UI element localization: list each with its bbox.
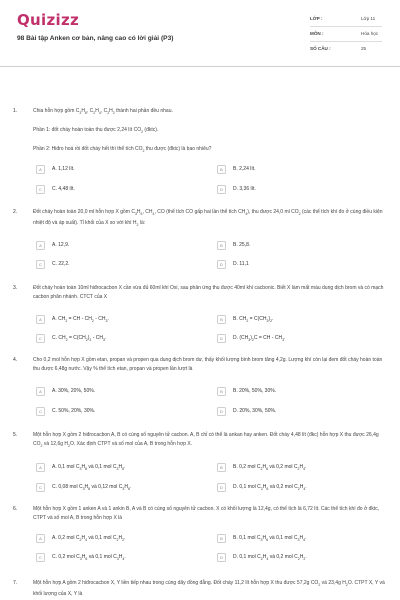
- option-text: A. 12,9.: [52, 242, 70, 248]
- meta-divider: [310, 26, 382, 27]
- document-title: 98 Bài tập Anken cơ bản, nâng cao có lời giải (P3): [17, 35, 174, 42]
- option-letter-box: C: [36, 185, 45, 194]
- option-text: B. 2,24 lít.: [233, 166, 256, 172]
- option-text: D. $(CH_3)_2C$ = CH - $CH_3$.: [233, 335, 286, 342]
- meta-value-class: Lớp 11: [361, 16, 376, 21]
- option-text: A. 0,1 mol $C_3H_8$ và 0,1 mol $C_3H_6$.: [52, 464, 126, 471]
- option-letter-box: B: [217, 463, 226, 472]
- option-letter-box: C: [36, 553, 45, 562]
- question-text: Một hỗn hợp X gồm 2 hiđrocacbon A, B có cùng số nguyên tử cacbon. A, B chỉ có thể là ankan hay anken. Đốt cháy 4,48 lít (đkc) hỗn hợp X thu được 26,4g $CO_2$ và 12,6g $H_2O$. Xác định CTPT và số mol của A, B trong hỗn hợp X.: [33, 432, 379, 448]
- meta-label-subject: MÔN :: [310, 31, 324, 36]
- option-text: D. 0,1 mol $C_2H_4$ và 0,2 mol $C_2H_2$.: [233, 554, 307, 561]
- header-divider: [0, 66, 400, 67]
- question-text: Chia hỗn hợp gồm $C_3H_6$, $C_2H_4$, $C_2H_2$ thành hai phần đều nhau.: [33, 108, 173, 115]
- meta-value-subject: Hóa học: [361, 31, 379, 36]
- option-letter-box: A: [36, 463, 45, 472]
- meta-label-class: LỚP :: [310, 16, 323, 21]
- option-text: C. $CH_2 = C(CH_2)_2 - CH_3$.: [52, 335, 107, 342]
- question-text: Một hỗn hợp X gồm 1 anken A và 1 ankin B, A và B có cùng số nguyên tử cacbon. X có khối lượng là 12,4g, có thể tích là 6,72 lít. Các thể tích khí đo ở đktc, CTPT và số mol A, B trong hỗn hợp X là: [33, 506, 380, 521]
- option-text: A. 0,2 mol $C_2H_4$ và 0,1 mol $C_2H_2$.: [52, 535, 126, 542]
- option-text: C. 22,2.: [52, 261, 70, 267]
- page-header: [0, 0, 400, 66]
- option-text: C. 0,2 mol $C_3H_6$ và 0,1 mol $C_3H_4$.: [52, 554, 126, 561]
- meta-divider: [310, 41, 382, 42]
- option-text: D. 0,1 mol $C_2H_6$ và 0,2 mol $C_2H_4$.: [233, 484, 307, 491]
- question-text: Đốt cháy hoàn toàn 10ml hiđrocacbon X cần vừa đủ 60ml khí Oxi, sau phản ứng thu được 40ml khí cacbonic. Biết X làm mất màu dung dịch brom và có mạch cacbon phân nhánh. CTCT của X: [33, 285, 384, 300]
- option-text: B. $CH_2 = C(CH_3)_2$.: [233, 316, 274, 323]
- option-letter-box: D: [217, 334, 226, 343]
- question-part: Phần 2: Hiđro hoá rồi đốt cháy hết thì thể tích $CO_2$ thu được (đktc) là bao nhiêu?: [33, 146, 212, 153]
- question-number: 4.: [13, 357, 18, 363]
- question-text: Đốt cháy hoàn toàn 20,0 ml hỗn hợp X gồm $C_3H_6$, $CH_4$, CO (thể tích CO gấp hai lần thể tích $CH_4$), thu được 24,0 ml $CO_2$ (các thể tích khí đo ở cùng điều kiện nhiệt độ và áp suất). Tỉ khối của X so với khí $H_2$ là:: [33, 209, 383, 227]
- question-number: 6.: [13, 506, 18, 512]
- option-text: C. 0,08 mol $C_3H_8$ và 0,12 mol $C_3H_6$.: [52, 484, 132, 491]
- option-letter-box: B: [217, 241, 226, 250]
- meta-value-count: 25: [361, 46, 367, 51]
- option-text: D. 3,36 lít.: [233, 186, 256, 192]
- question-number: 3.: [13, 285, 18, 291]
- option-text: C. 4,48 lít.: [52, 186, 75, 192]
- option-text: B. 25,8.: [233, 242, 251, 248]
- option-letter-box: D: [217, 553, 226, 562]
- question-text: Cho 0,2 mol hỗn hợp X gồm etan, propan và propen qua dung dịch brom dư, thấy khối lượng bình brom tăng 4,2g. Lượng khí còn lại đem đốt cháy hoàn toàn thu được 6,48g nước. Vậy % thể tích etan, propan và propen lần lượt là: [33, 357, 383, 372]
- option-letter-box: B: [217, 387, 226, 396]
- option-text: D. 20%, 30%, 50%.: [233, 408, 277, 414]
- option-letter-box: D: [217, 185, 226, 194]
- option-text: A. 1,12 lít.: [52, 166, 75, 172]
- option-text: A. $CH_2$ = CH - $CH_2 - CH_3$.: [52, 316, 109, 323]
- option-letter-box: B: [217, 315, 226, 324]
- option-text: B. 0,2 mol $C_2H_6$ và 0,2 mol $C_2H_4$.: [233, 464, 307, 471]
- option-text: B. 0,1 mol $C_3H_6$ và 0,1 mol $C_3H_4$.: [233, 535, 307, 542]
- option-letter-box: B: [217, 165, 226, 174]
- option-letter-box: A: [36, 315, 45, 324]
- option-letter-box: C: [36, 260, 45, 269]
- question-text: Một hỗn hợp A gồm 2 hiđrocacbon X, Y liền tiếp nhau trong cùng dãy đồng đẳng. Đốt cháy 11,2 lít hỗn hợp X thu được 57,2g $CO_2$ và 23,4g $H_2O$. CTPT X, Y và khối lượng của X, Y là: [33, 580, 385, 597]
- question-number: 7.: [13, 580, 18, 586]
- option-letter-box: D: [217, 407, 226, 416]
- meta-label-count: SỐ CÂU :: [310, 46, 331, 51]
- option-letter-box: B: [217, 534, 226, 543]
- option-text: A. 30%, 20%, 50%.: [52, 388, 96, 394]
- quizizz-logo: Quizizz: [17, 11, 80, 29]
- question-number: 2.: [13, 209, 18, 215]
- option-letter-box: A: [36, 165, 45, 174]
- question-number: 1.: [13, 108, 18, 114]
- option-letter-box: A: [36, 387, 45, 396]
- question-number: 5.: [13, 432, 18, 438]
- option-letter-box: C: [36, 483, 45, 492]
- option-letter-box: A: [36, 534, 45, 543]
- option-letter-box: C: [36, 407, 45, 416]
- option-text: D. 11,1: [233, 261, 249, 267]
- option-letter-box: A: [36, 241, 45, 250]
- question-part: Phần 1: đốt cháy hoàn toàn thu được 2,24 lít $CO_2$ (đktc).: [33, 127, 159, 134]
- option-letter-box: C: [36, 334, 45, 343]
- option-text: C. 50%, 20%, 30%.: [52, 408, 96, 414]
- option-letter-box: D: [217, 483, 226, 492]
- option-text: B. 20%, 50%, 30%.: [233, 388, 277, 394]
- option-letter-box: D: [217, 260, 226, 269]
